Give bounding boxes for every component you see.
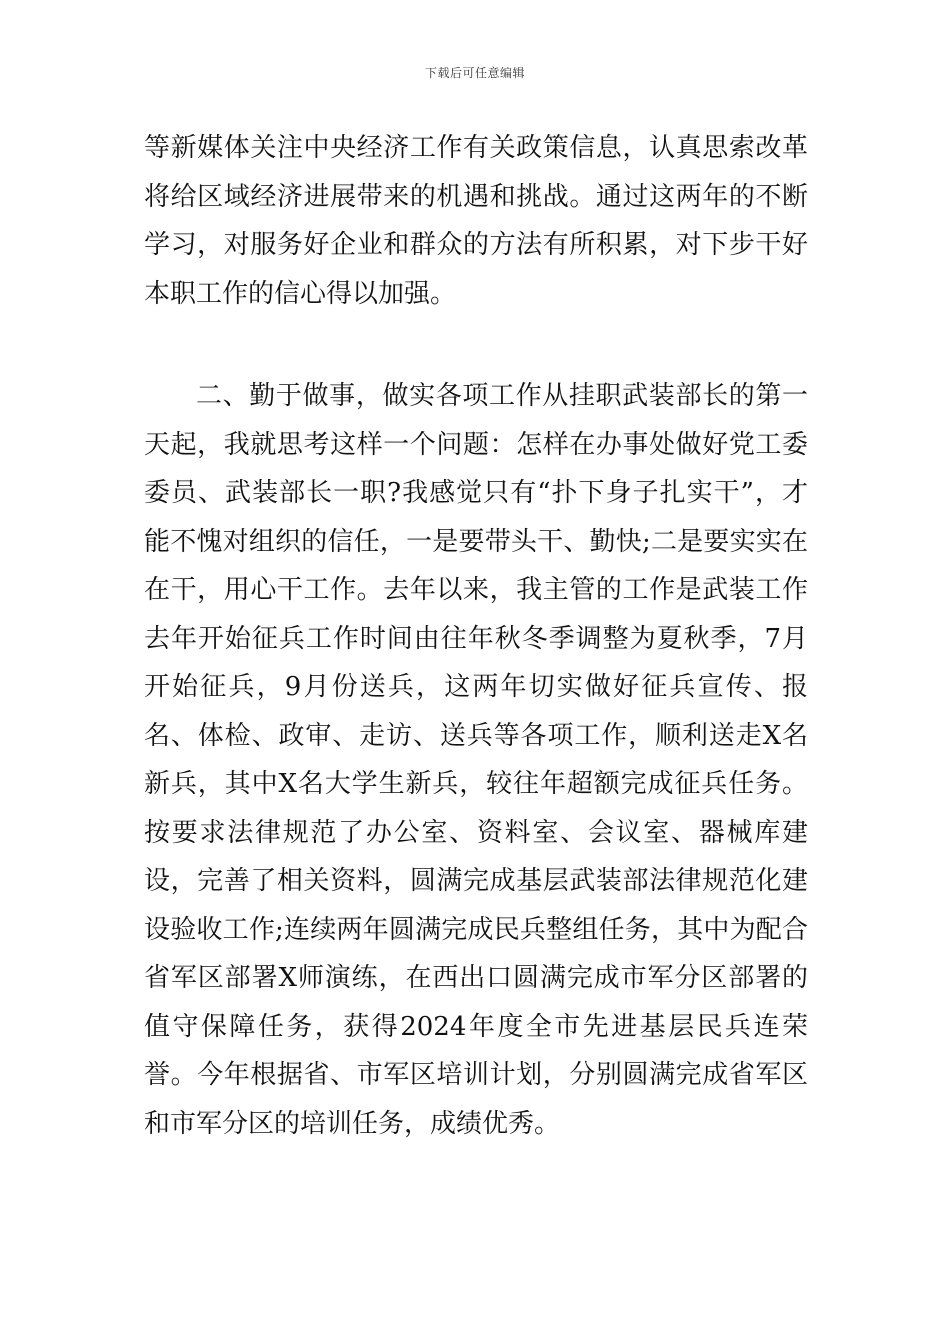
paragraph-2: 二、勤于做事，做实各项工作从挂职武装部长的第一天起，我就思考这样一个问题：怎样在办事处做好党工委委员、武装部长一职?我感觉只有“扑下身子扎实干”，才能不愧对组织的信任，一是要带头干、勤快;二是要实实在在干，用心干工作。去年以来，我主管的工作是武装工作去年开始征兵工作时间由往年秋冬季调整为夏秋季，7月开始征兵，9月份送兵，这两年切实做好征兵宣传、报名、体检、政审、走访、送兵等各项工作，顺利送走X名新兵，其中X名大学生新兵，较往年超额完成征兵任务。按要求法律规范了办公室、资料室、会议室、器械库建设，完善了相关资料，圆满完成基层武装部法律规范化建设验收工作;连续两年圆满完成民兵整组任务，其中为配合省军区部署X师演练，在西出口圆满完成市军分区部署的值守保障任务，获得2024年度全市先进基层民兵连荣誉。今年根据省、市军区培训计划，分别圆满完成省军区和市军分区的培训任务，成绩优秀。 (144, 381, 808, 1139)
page-header-note: 下载后可任意编辑 (424, 66, 525, 80)
paragraph-1: 等新媒体关注中央经济工作有关政策信息，认真思索改革将给区域经济进展带来的机遇和挑战。通过这两年的不断学习，对服务好企业和群众的方法有所积累，对下步干好本职工作的信心得以加强。 (144, 133, 808, 309)
